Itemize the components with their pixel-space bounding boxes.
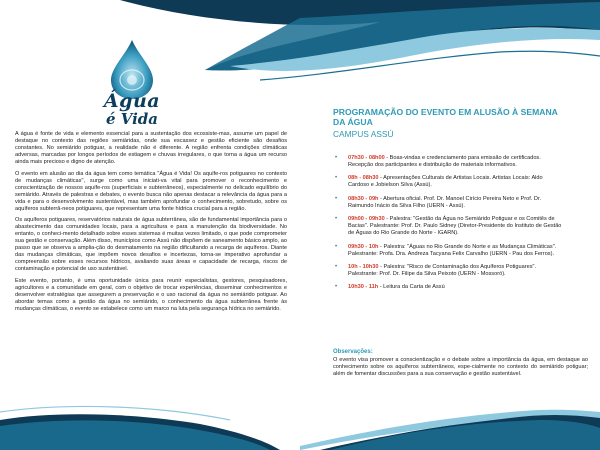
logo-title: Água bbox=[103, 90, 161, 112]
schedule-item bbox=[333, 284, 565, 291]
schedule-item bbox=[333, 216, 565, 237]
bullet-icon: • bbox=[335, 216, 338, 223]
intro-paragraph: A água é fonte de vida e elemento essencial para a sustentação dos ecossiste-mas, assume um papel de destaque no contexto das regiões semiáridas, onde sua escassez e gestão eficiente são desafios constantes. No semiárido potiguar, a realidade não é diferente. A região enfrenta condições climáticas adversas, marcadas por longos períodos de estiagem e chuvas irregulares, o que torna a água um recurso ainda mais precioso e digno de atenção. bbox=[15, 131, 287, 165]
schedule-time: 08h - 08h30 bbox=[348, 175, 379, 182]
bullet-icon: • bbox=[335, 195, 338, 202]
schedule-text: - Palestra: "Águas no Rio Grande do Norte e as Mudanças Climáticas". Palestrante: Profa. Dra. Andreza Tacyana Felix Carvalho (UERN - Pau dos Ferros). bbox=[348, 243, 557, 257]
schedule-time: 10h30 - 11h bbox=[348, 284, 379, 291]
program-title: PROGRAMAÇÃO DO EVENTO EM ALUSÃO À SEMANA DA ÁGUA bbox=[333, 107, 558, 127]
schedule-time: 09h00 - 09h30 bbox=[348, 216, 385, 223]
schedule-text: - Apresentações Culturais de Artistas Locais. Artistas Locais: Aldo Cardoso e Jobielson Silva (Assú). bbox=[348, 175, 543, 189]
schedule-item bbox=[333, 196, 565, 210]
bullet-icon: • bbox=[335, 243, 338, 250]
schedule-time: 08h30 - 09h bbox=[348, 195, 379, 202]
intro-paragraph: Este evento, portanto, é uma oportunidade única para reunir especialistas, gestores, pesquisadores, agricultores e a comunidade em geral, com o objetivo de trocar experiências, disseminar conhecimentos e desenvolver estratégias que assegurem a preservação e o uso racional da água no semiárido potiguar. Ao abordar temas como a gestão da água no semiárido, o conhecimento da água subterrânea frente às mudanças climáticas, o evento se estabelece como um marco na luta pela segurança hídrica no semiárido. bbox=[15, 278, 287, 312]
schedule-item bbox=[333, 155, 565, 169]
schedule-time: 10h - 10h30 bbox=[348, 263, 379, 270]
schedule-time: 07h30 - 08h00 bbox=[348, 155, 385, 161]
event-schedule bbox=[333, 155, 565, 298]
schedule-text: - Leitura da Carta de Assú bbox=[378, 284, 445, 291]
schedule-item bbox=[333, 264, 565, 278]
observations-title: Observações: bbox=[333, 349, 373, 355]
bullet-icon: • bbox=[335, 284, 338, 291]
bullet-icon: • bbox=[335, 175, 338, 182]
intro-paragraph: Os aquíferos potiguares, reservatórios naturais de água subterrânea, são de fundamental importância para o abastecimento das comunidades locais, para a agricultura e para a manutenção da biodiversidade. No entanto, o conheci-mento detalhado sobre esses sistemas é muitas vezes limitado, o que pode comprometer sua gestão e conservação. Além disso, municípios como Assú não dispõem de saneamento básico amplo, ao passo que se observa a amplia-ção do desmatamento na região dificultando a recarga de aquíferos. Diante das mudanças climáticas, que impõem novos desafios e incertezas, torna-se imperativo aprofundar a compreensão sobre esses recursos hídricos, avaliando suas áreas e capacidade de recarga, riscos de contaminação e potencial de uso sustentável. bbox=[15, 217, 287, 273]
schedule-item bbox=[333, 175, 565, 189]
schedule-text: - Boas-vindas e credenciamento para emissão de certificados. Recepção dos participantes e distribuição de materiais informativos. bbox=[348, 155, 541, 168]
bullet-icon: • bbox=[335, 263, 338, 270]
schedule-text: - Abertura oficial. Prof. Dr. Manoel Cirício Pereira Neto e Prof. Dr. Raimundo Inácio da Silva Filho (UERN - Assú). bbox=[348, 195, 542, 209]
schedule-item bbox=[333, 244, 565, 258]
bullet-icon: • bbox=[335, 155, 338, 161]
agua-e-vida-logo bbox=[92, 40, 172, 140]
intro-paragraph: O evento em alusão ao dia da água tem como temática "Água é Vida! Os aquífe-ros potiguares no contexto de mudanças climáticas", surge como uma iniciati-va vital para promover o reconhecimento e conscientização de nossos aquífe-ros (superficiais e subterrâneos), especialmente no delicado equilíbrio do semiárido. Através de palestras e debates, o evento busca não apenas destacar a relevância da água para a vida e para o desenvolvimento sustentável, mas também aprofundar o conhecimento, sobretudo, sobre os aquíferos subterrâ-neos potiguares, que representam uma fonte hídrica crucial para a região. bbox=[15, 170, 287, 212]
schedule-text: - Palestra: "Risco de Contaminação dos Aquíferos Potiguares". Palestrante: Prof. Dr. Filipe da Silva Peixoto (UERN - Mossoró). bbox=[348, 263, 537, 277]
campus-label: CAMPUS ASSÚ bbox=[333, 129, 394, 139]
schedule-time: 09h30 - 10h bbox=[348, 243, 379, 250]
logo-subtitle: é Vida bbox=[105, 110, 159, 128]
observations-text: O evento visa promover a conscientização e o debate sobre a importância da água, em destaque ao conhecimento sobre os aquíferos subterrâneos, espe-cialmente no contexto do semiárido potiguar; além de fomentar discussões para a sua conservação e gestão sustentável. bbox=[333, 357, 588, 377]
intro-text bbox=[15, 131, 287, 318]
schedule-text: - Palestra: "Gestão da Água no Semiárido Potiguar e os Comitês de Bacias". Palestrante: Prof. Dr. Paulo Sidney (Diretor-Presidente do Instituto de Gestão de Águas do Rio Grande do Norte - IGARN). bbox=[348, 216, 562, 237]
